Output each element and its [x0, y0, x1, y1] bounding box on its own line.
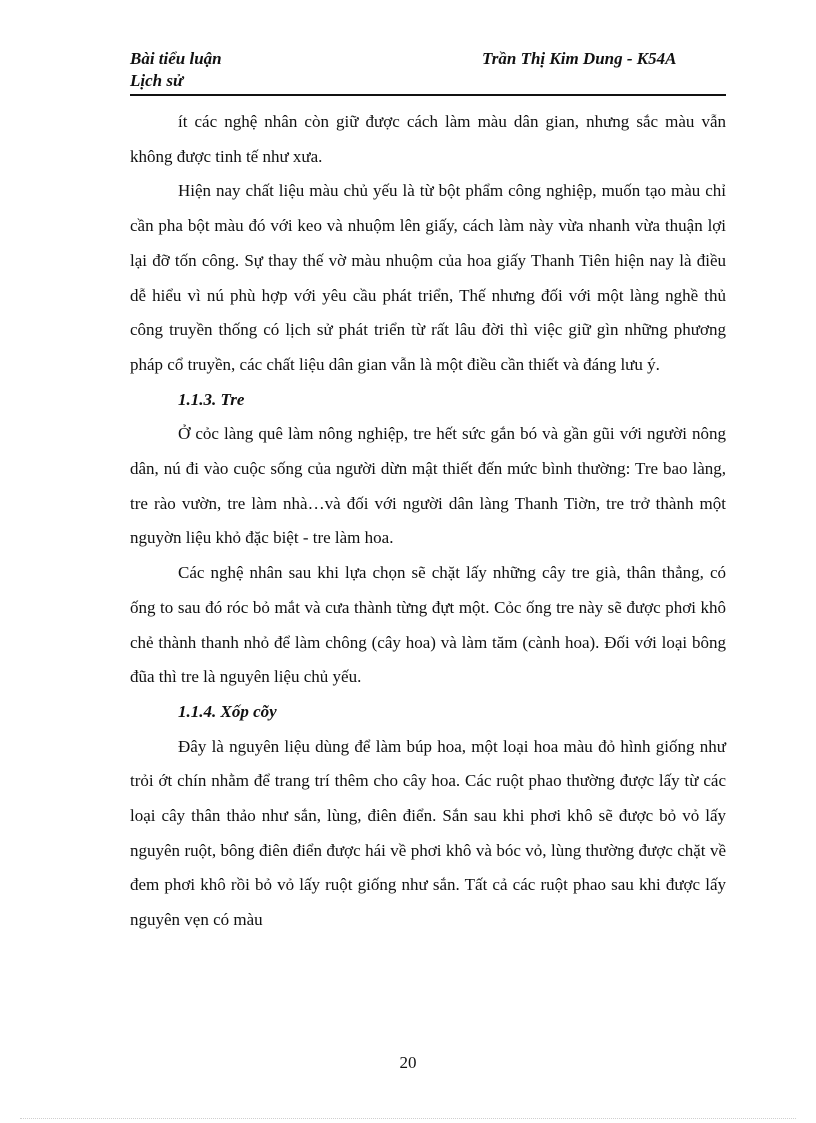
paragraph-3: Ở cỏc làng quê làm nông nghiệp, tre hết sức gắn bó và gần gũi với người nông dân, nú đi vào cuộc sống của người dừn mật thiết đến mức bình thường: Tre bao làng, tre rào vườn, tre làm nhà…và đối với người dân làng Thanh Tiờn, tre trở thành một nguyờn liệu khỏ đặc biệt - tre làm hoa.: [130, 424, 726, 548]
section-heading-tre: 1.1.3. Tre: [178, 389, 245, 409]
paragraph-5: Đây là nguyên liệu dùng để làm búp hoa, một loại hoa màu đỏ hình giống như trỏi ớt chín nhằm để trang trí thêm cho cây hoa. Các ruột phao thường được lấy từ các loại cây thân thảo như sắn, lùng, điên điển. Sắn sau khi phơi khô sẽ được bỏ vỏ lấy nguyên ruột, bông điên điển được hái về phơi khô và bóc vỏ, lùng thường được chặt về đem phơi khô rồi bỏ vỏ lấy ruột giống như sắn. Tất cả các ruột phao sau khi được lấy nguyên vẹn có màu: [130, 736, 726, 930]
page-number: 20: [399, 1053, 417, 1072]
section-heading-xop-cay: 1.1.4. Xốp cõy: [178, 701, 277, 721]
document-body: [130, 105, 726, 938]
paragraph-2: Hiện nay chất liệu màu chủ yếu là từ bột phẩm công nghiệp, muốn tạo màu chỉ cần pha bột màu đó với keo và nhuộm lên giấy, cách làm này vừa nhanh vừa thuận lợi lại đỡ tốn công. Sự thay thế vờ màu nhuộm của hoa giấy Thanh Tiên hiện nay là điều dễ hiểu vì nú phù hợp với yêu cầu phát triển, Thế nhưng đối với một làng nghề thủ công truyền thống có lịch sử phát triển từ rất lâu đời thì việc giữ gìn những phương pháp cổ truyền, các chất liệu dân gian vẫn là một điều cần thiết và đáng lưu ý.: [130, 181, 726, 374]
paragraph-4: Các nghệ nhân sau khi lựa chọn sẽ chặt lấy những cây tre già, thân thẳng, có ống to sau đó róc bỏ mắt và cưa thành từng đựt một. Cỏc ống tre này sẽ được phơi khô chẻ thành thanh nhỏ để làm chông (cây hoa) và làm tăm (cành hoa). Đối với loại bông đũa thì tre là nguyên liệu chủ yếu.: [130, 563, 726, 687]
header-course-type: Bài tiểu luận: [130, 49, 222, 68]
page-bottom-divider: [20, 1118, 796, 1119]
header-subject: Lịch sử: [130, 71, 184, 90]
paragraph-1: ít các nghệ nhân còn giữ được cách làm màu dân gian, nhưng sắc màu vẫn không được tinh tế như xưa.: [130, 112, 726, 166]
header-author: Trần Thị Kim Dung - K54A: [482, 49, 677, 68]
page-header: [130, 48, 726, 96]
